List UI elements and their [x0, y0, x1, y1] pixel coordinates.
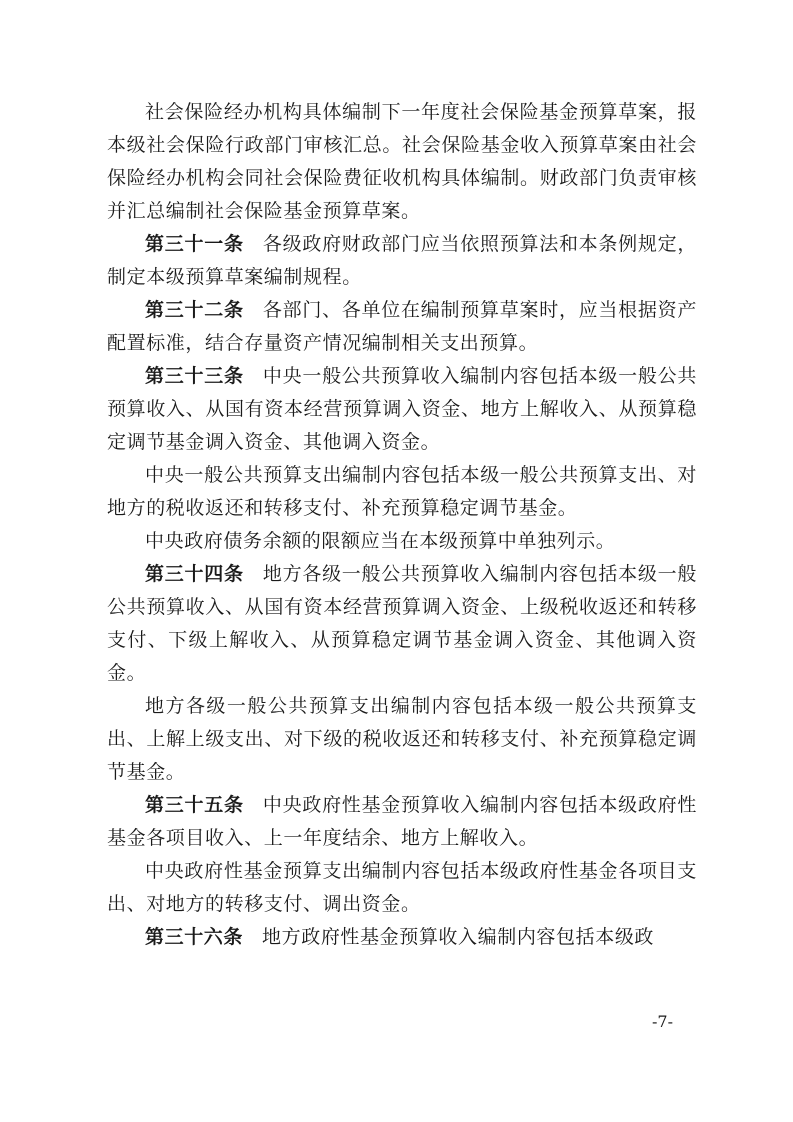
article-35-text: 中央政府性基金预算收入编制内容包括本级政府性基金各项目收入、上一年度结余、地方上解收入。 [107, 794, 697, 849]
article-34-paragraph-2-text: 地方各级一般公共预算支出编制内容包括本级一般公共预算支出、上解上级支出、对下级的税收返还和转移支付、补充预算稳定调节基金。 [107, 695, 697, 783]
article-35-paragraph-2-text: 中央政府性基金预算支出编制内容包括本级政府性基金各项目支出、对地方的转移支付、调出资金。 [107, 860, 697, 915]
article-31-heading: 第三十一条 [145, 233, 244, 255]
article-33-paragraph-3 [107, 525, 697, 558]
article-36 [107, 921, 697, 954]
article-32-text: 各部门、各单位在编制预算草案时，应当根据资产配置标准，结合存量资产情况编制相关支出预算。 [107, 299, 697, 354]
article-36-heading: 第三十六条 [145, 926, 244, 948]
article-33-heading: 第三十三条 [145, 365, 244, 387]
paragraph-1 [107, 96, 697, 228]
article-34-heading: 第三十四条 [145, 563, 244, 585]
article-34-paragraph-2 [107, 690, 697, 789]
article-32-heading: 第三十二条 [145, 299, 244, 321]
article-31 [107, 228, 697, 294]
article-33-paragraph-2 [107, 459, 697, 525]
article-33-paragraph-2-text: 中央一般公共预算支出编制内容包括本级一般公共预算支出、对地方的税收返还和转移支付、补充预算稳定调节基金。 [107, 464, 697, 519]
article-36-text: 地方政府性基金预算收入编制内容包括本级政 [262, 926, 655, 948]
article-34-text: 地方各级一般公共预算收入编制内容包括本级一般公共预算收入、从国有资本经营预算调入资金、上级税收返还和转移支付、下级上解收入、从预算稳定调节基金调入资金、其他调入资金。 [107, 563, 697, 684]
article-35-heading: 第三十五条 [145, 794, 244, 816]
page-number: -7- [652, 1012, 673, 1031]
article-34 [107, 558, 697, 690]
article-31-text: 各级政府财政部门应当依照预算法和本条例规定，制定本级预算草案编制规程。 [107, 233, 697, 288]
article-33-text: 中央一般公共预算收入编制内容包括本级一般公共预算收入、从国有资本经营预算调入资金、地方上解收入、从预算稳定调节基金调入资金、其他调入资金。 [107, 365, 697, 453]
article-35 [107, 789, 697, 855]
article-35-paragraph-2 [107, 855, 697, 921]
document-body [107, 96, 697, 954]
article-33-paragraph-3-text: 中央政府债务余额的限额应当在本级预算中单独列示。 [145, 530, 616, 552]
article-33 [107, 360, 697, 459]
paragraph-1-text: 社会保险经办机构具体编制下一年度社会保险基金预算草案，报本级社会保险行政部门审核汇总。社会保险基金收入预算草案由社会保险经办机构会同社会保险费征收机构具体编制。财政部门负责审核并汇总编制社会保险基金预算草案。 [107, 101, 697, 222]
article-32 [107, 294, 697, 360]
